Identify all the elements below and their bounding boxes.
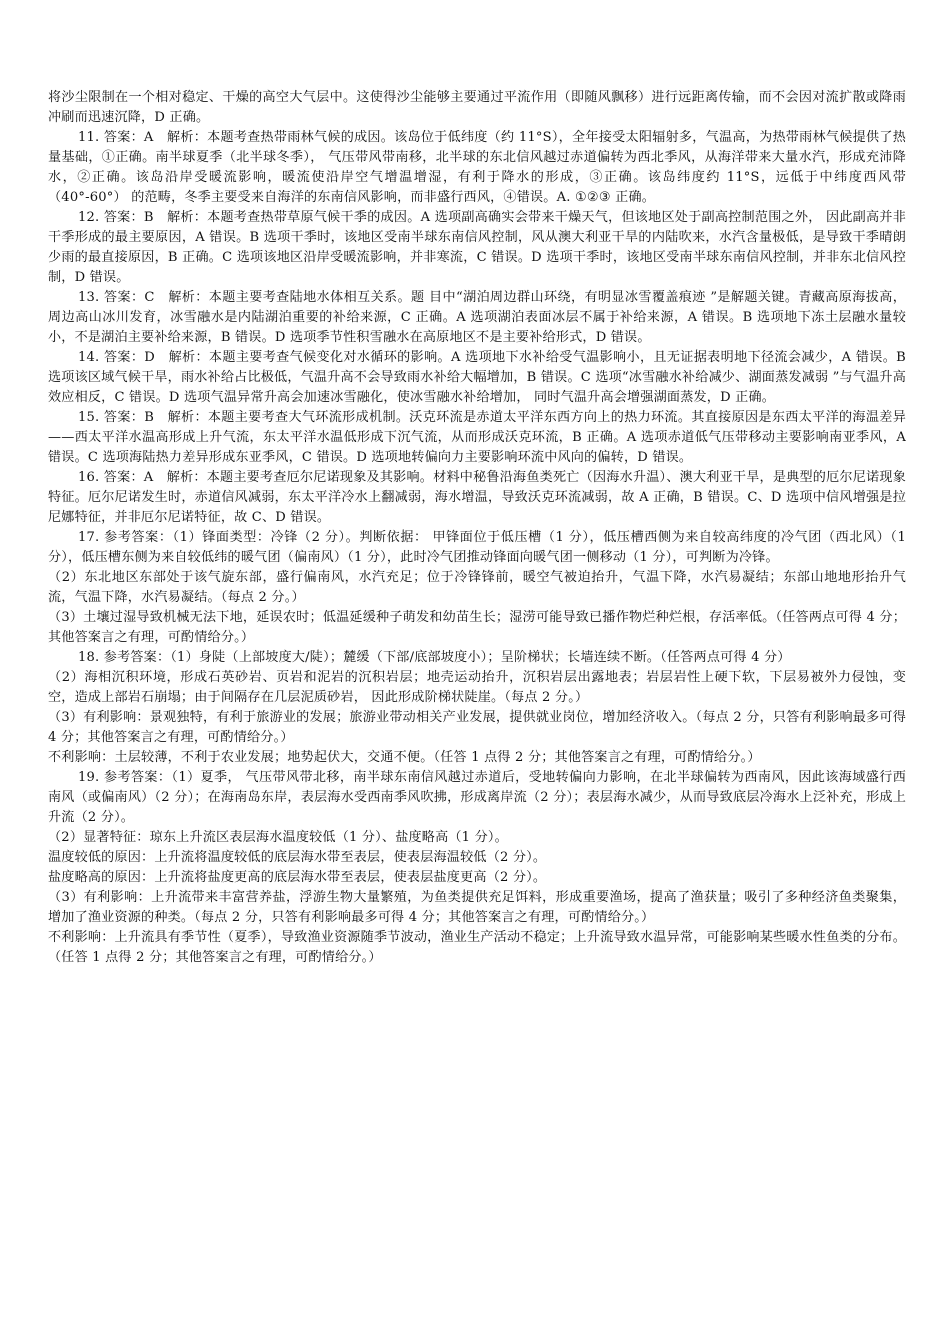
answer-18-part-2: （2）海相沉积环境，形成石英砂岩、页岩和泥岩的沉积岩层；地壳运动抬升，沉积岩层出露地表；岩层岩性上硬下软，下层易被外力侵蚀，变空，造成上部岩石崩塌；由于间隔存在几层泥质砂岩， 因此形成阶梯状陡崖。（每点 2 分。） [48,670,906,705]
answer-11: 11. 答案：A 解析：本题考查热带雨林气候的成因。该岛位于低纬度（约 11°S），全年接受太阳辐射多，气温高，为热带雨林气候提供了热量基础，①正确。南半球夏季（北半球冬季）， 气压带风带南移，北半球的东北信风越过赤道偏转为西北季风，从海洋带来大量水汽，形成充沛降水，②正确。该岛沿岸受暖流影响，暖流使沿岸空气增温增湿，有利于降水的形成，③正确。该岛纬度约 11°S，远低于中纬度西风带（40°-60°） 的范畴，冬季主要受来自海洋的东南信风影响，而非盛行西风，④错误。A. ①②③ 正确。 [48,130,906,205]
answer-18-part-1: 18. 参考答案：（1）身陡（上部坡度大/陡）；麓缓（下部/底部坡度小）；呈阶梯状；长墙连续不断。（任答两点可得 4 分） [78,650,791,665]
answer-16: 16. 答案：A 解析：本题主要考查厄尔尼诺现象及其影响。材料中秘鲁沿海鱼类死亡（因海水升温）、澳大利亚干旱，是典型的厄尔尼诺现象特征。厄尔尼诺发生时，赤道信风减弱，东太平洋冷水上翻减弱，海水增温，导致沃克环流减弱，故 A 正确，B 错误。C、D 选项中信风增强是拉尼娜特征，并非厄尔尼诺特征，故 C、D 错误。 [48,470,906,525]
answer-12: 12. 答案：B 解析：本题考查热带草原气候干季的成因。A 选项副高确实会带来干燥天气，但该地区处于副高控制范围之外， 因此副高并非干季形成的最主要原因，A 错误。B 选项干季时，该地区受南半球东南信风控制，风从澳大利亚干旱的内陆吹来，水汽含量极低，是导致干季晴朗少雨的最直接原因，B 正确。C 选项该地区沿岸受暖流影响，并非寒流，C 错误。D 选项干季时，该地区受南半球东南信风控制，并非东北信风控制，D 错误。 [48,210,906,285]
answer-19-part-1: 19. 参考答案：（1）夏季， 气压带风带北移，南半球东南信风越过赤道后，受地转偏向力影响，在北半球偏转为西南风，因此该海域盛行西南风（或偏南风）（2 分）；在海南岛东岸，表层海水受西南季风吹拂，形成离岸流（2 分）；表层海水减少，从而导致底层冷海水上泛补充，形成上升流（2 分）。 [48,770,906,825]
answer-14: 14. 答案：D 解析：本题主要考查气候变化对水循环的影响。A 选项地下水补给受气温影响小，且无证据表明地下径流会减少，A 错误。B 选项该区域气候干旱，雨水补给占比极低，气温升高不会导致雨水补给大幅增加，B 错误。C 选项“冰雪融水补给减少、湖面蒸发减弱 ”与气温升高效应相反，C 错误。D 选项气温异常升高会加速冰雪融化，使冰雪融水补给增加， 同时气温升高会增强湖面蒸发，D 正确。 [48,350,906,405]
answer-17-part-2: （2）东北地区东部处于该气旋东部，盛行偏南风，水汽充足；位于冷锋锋前，暖空气被迫抬升，气温下降，水汽易凝结；东部山地地形抬升气流，气温下降，水汽易凝结。（每点 2 分。） [48,570,906,605]
answer-17-part-1: 17. 参考答案：（1）锋面类型：冷锋（2 分）。判断依据： 甲锋面位于低压槽（1 分），低压槽西侧为来自较高纬度的冷气团（西北风）（1 分），低压槽东侧为来自较低纬的暖气团（偏南风）（1 分），此时冷气团推动锋面向暖气团一侧移动（1 分），可判断为冷锋。 [48,530,906,565]
answer-17-part-3: （3）土壤过湿导致机械无法下地，延误农时；低温延缓种子萌发和幼苗生长；湿涝可能导致已播作物烂种烂根，存活率低。（任答两点可得 4 分；其他答案言之有理，可酌情给分。） [48,610,906,645]
paragraph-continuation: 将沙尘限制在一个相对稳定、干燥的高空大气层中。这使得沙尘能够主要通过平流作用（即随风飘移）进行远距离传输，而不会因对流扩散或降雨冲刷而迅速沉降，D 正确。 [48,90,906,125]
answer-19-part-2-salinity: 盐度略高的原因：上升流将盐度更高的底层海水带至表层，使表层盐度更高（2 分）。 [48,870,547,885]
answer-19-part-2: （2）显著特征：琼东上升流区表层海水温度较低（1 分）、盐度略高（1 分）。 [48,830,508,845]
answer-18-part-3-negative: 不利影响：土层较薄，不利于农业发展；地势起伏大，交通不便。（任答 1 点得 2 分；其他答案言之有理，可酌情给分。） [48,750,761,765]
answer-18-part-3-positive: （3）有利影响：景观独特，有利于旅游业的发展；旅游业带动相关产业发展，提供就业岗位，增加经济收入。（每点 2 分，只答有利影响最多可得 4 分；其他答案言之有理，可酌情给分。） [48,710,906,745]
answer-19-part-2-temperature: 温度较低的原因：上升流将温度较低的底层海水带至表层，使表层海温较低（2 分）。 [48,850,547,865]
answer-19-part-3-negative: 不利影响：上升流具有季节性（夏季），导致渔业资源随季节波动，渔业生产活动不稳定；上升流导致水温异常，可能影响某些暖水性鱼类的分布。（任答 1 点得 2 分；其他答案言之有理，可酌情给分。） [48,930,906,965]
answer-document [48,88,906,968]
answer-19-part-3-positive: （3）有利影响：上升流带来丰富营养盐，浮游生物大量繁殖，为鱼类提供充足饵料，形成重要渔场，提高了渔获量；吸引了多种经济鱼类聚集，增加了渔业资源的种类。（每点 2 分，只答有利影响最多可得 4 分；其他答案言之有理，可酌情给分。） [48,890,906,925]
answer-15: 15. 答案：B 解析：本题主要考查大气环流形成机制。沃克环流是赤道太平洋东西方向上的热力环流。其直接原因是东西太平洋的海温差异——西太平洋水温高形成上升气流，东太平洋水温低形成下沉气流，从而形成沃克环流，B 正确。A 选项赤道低气压带移动主要影响南亚季风，A 错误。C 选项海陆热力差异形成东亚季风，C 错误。D 选项地转偏向力主要影响环流中风向的偏转，D 错误。 [48,410,906,465]
answer-13: 13. 答案：C 解析：本题主要考查陆地水体相互关系。题 目中“湖泊周边群山环绕，有明显冰雪覆盖痕迹 ”是解题关键。青藏高原海拔高，周边高山冰川发育，冰雪融水是内陆湖泊重要的补给来源，C 正确。A 选项湖泊表面冰层不属于补给来源，A 错误。B 选项地下冻土层融水量较小，不是湖泊主要补给来源，B 错误。D 选项季节性积雪融水在高原地区不是主要补给形式，D 错误。 [48,290,906,345]
